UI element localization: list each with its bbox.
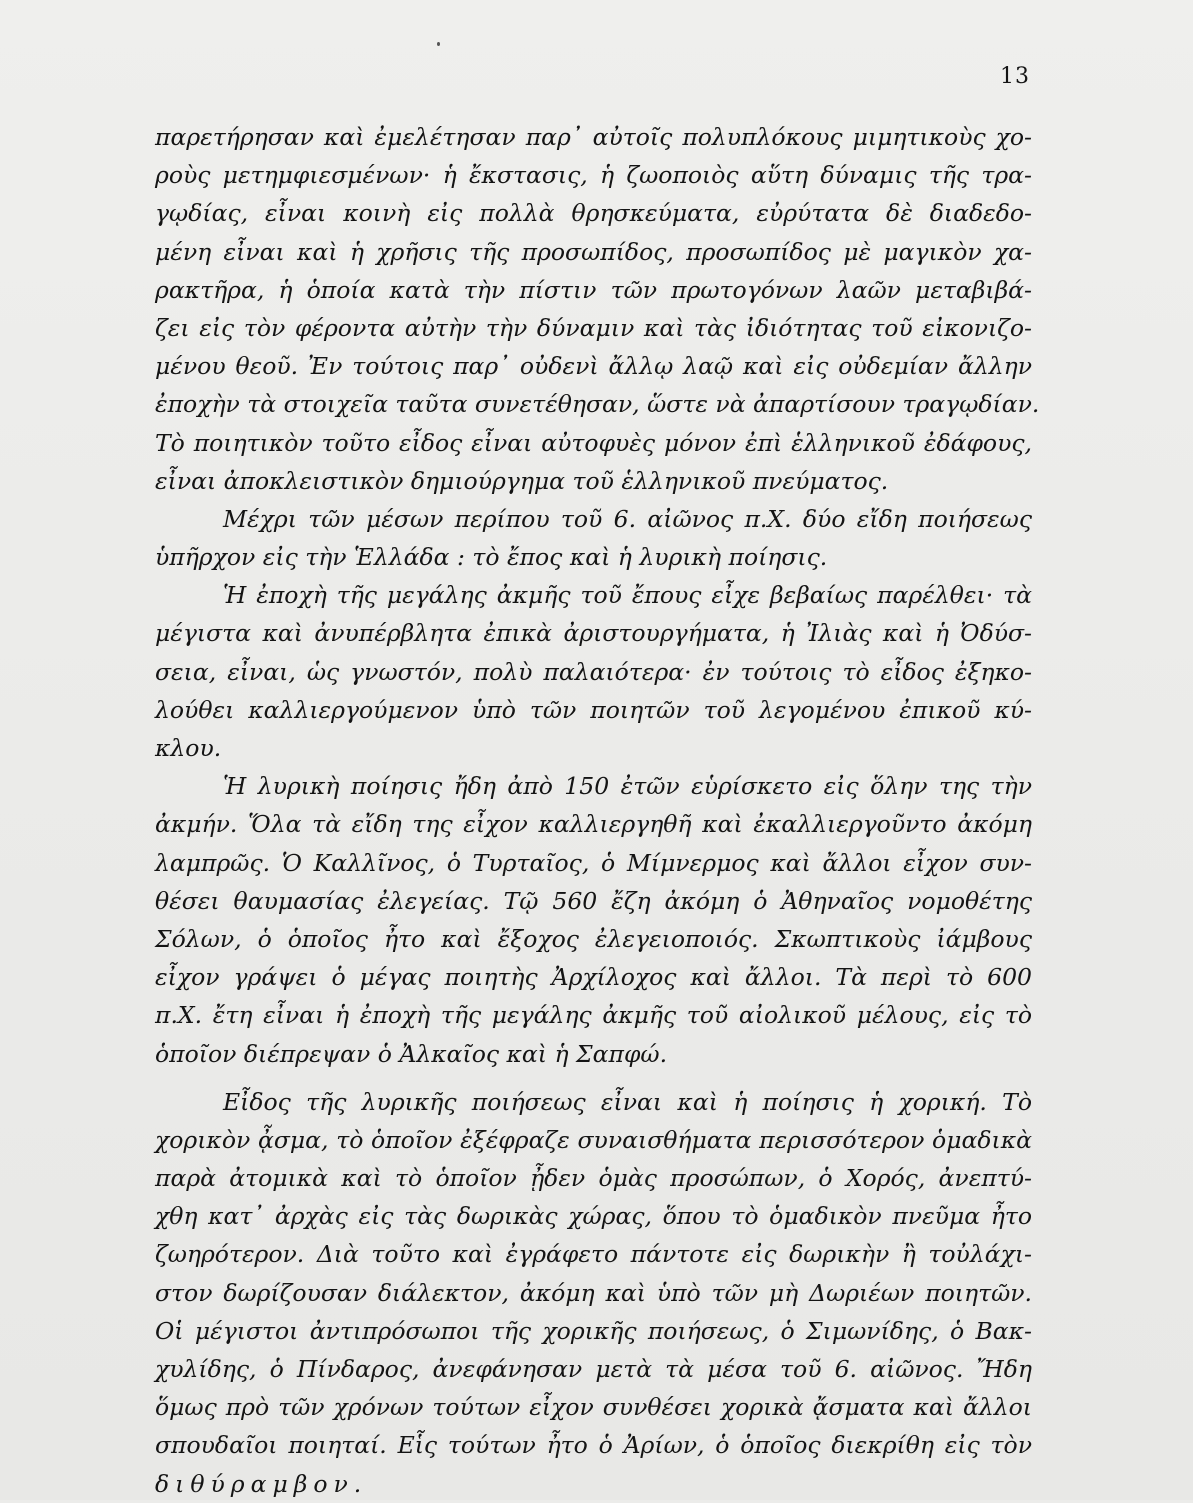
text-line: λούθει καλλιεργούμενον ὑπὸ τῶν ποιητῶν τοῦ λεγομένου ἐπικοῦ κύ- bbox=[155, 695, 1032, 724]
paragraph-gap bbox=[155, 1073, 1032, 1083]
text-line: ζωηρότερον. Διὰ τοῦτο καὶ ἐγράφετο πάντοτε εἰς δωρικὴν ἢ τοὐλάχι- bbox=[155, 1240, 1032, 1269]
text-line: Ἡ λυρικὴ ποίησις ἤδη ἀπὸ 150 ἐτῶν εὑρίσκετο εἰς ὅλην της τὴν bbox=[223, 772, 1032, 801]
text-line: διθύραμβον. bbox=[155, 1469, 368, 1498]
text-line: γῳδίας, εἶναι κοινὴ εἰς πολλὰ θρησκεύματα, εὐρύτατα δὲ διαδεδο- bbox=[155, 199, 1032, 228]
text-line: ὑπῆρχον εἰς τὴν Ἑλλάδα : τὸ ἔπος καὶ ἡ λυρικὴ ποίησις. bbox=[155, 543, 828, 572]
text-line: π.Χ. ἔτη εἶναι ἡ ἐποχὴ τῆς μεγάλης ἀκμῆς τοῦ αἰολικοῦ μέλους, εἰς τὸ bbox=[155, 1001, 1032, 1030]
text-line: κλου. bbox=[155, 734, 222, 762]
text-line: Ἡ ἐποχὴ τῆς μεγάλης ἀκμῆς τοῦ ἔπους εἶχε βεβαίως παρέλθει· τὰ bbox=[223, 581, 1032, 610]
text-line: ὁποῖον διέπρεψαν ὁ Ἀλκαῖος καὶ ἡ Σαπφώ. bbox=[155, 1039, 668, 1068]
text-line: ρακτῆρα, ἡ ὁποία κατὰ τὴν πίστιν τῶν πρωτογόνων λαῶν μεταβιβά- bbox=[155, 275, 1032, 304]
text-line: εἶχον γράψει ὁ μέγας ποιητὴς Ἀρχίλοχος καὶ ἄλλοι. Τὰ περὶ τὸ 600 bbox=[155, 963, 1032, 992]
text-line: ροὺς μετημφιεσμένων· ἡ ἔκστασις, ἡ ζωοποιὸς αὕτη δύναμις τῆς τρα- bbox=[155, 161, 1032, 190]
text-line: Οἱ μέγιστοι ἀντιπρόσωποι τῆς χορικῆς ποιήσεως, ὁ Σιμωνίδης, ὁ Βακ- bbox=[155, 1316, 1032, 1345]
text-line: χυλίδης, ὁ Πίνδαρος, ἀνεφάνησαν μετὰ τὰ μέσα τοῦ 6. αἰῶνος. Ἤδη bbox=[155, 1355, 1032, 1383]
text-line: παρετήρησαν καὶ ἐμελέτησαν παρ᾿ αὐτοῖς πολυπλόκους μιμητικοὺς χο- bbox=[155, 123, 1032, 151]
body-text bbox=[155, 118, 1040, 1503]
text-line: Εἶδος τῆς λυρικῆς ποιήσεως εἶναι καὶ ἡ ποίησις ἡ χορική. Τὸ bbox=[223, 1087, 1032, 1116]
text-line: ἀκμήν. Ὅλα τὰ εἴδη της εἶχον καλλιεργηθῆ καὶ ἐκαλλιεργοῦντο ἀκόμη bbox=[155, 810, 1032, 839]
text-line: Σόλων, ὁ ὁποῖος ἦτο καὶ ἔξοχος ἐλεγειοποιός. Σκωπτικοὺς ἰάμβους bbox=[155, 924, 1032, 953]
text-line: χορικὸν ᾆσμα, τὸ ὁποῖον ἐξέφραζε συναισθήματα περισσότερον ὁμαδικὰ bbox=[155, 1125, 1032, 1154]
text-line: στον δωρίζουσαν διάλεκτον, ἀκόμη καὶ ὑπὸ τῶν μὴ Δωριέων ποιητῶν. bbox=[155, 1278, 1032, 1307]
text-line: μένου θεοῦ. Ἐν τούτοις παρ᾿ οὐδενὶ ἄλλῳ λαῷ καὶ εἰς οὐδεμίαν ἄλλην bbox=[155, 352, 1032, 381]
text-line: χθη κατ᾿ ἀρχὰς εἰς τὰς δωρικὰς χώρας, ὅπου τὸ ὁμαδικὸν πνεῦμα ἦτο bbox=[155, 1202, 1032, 1231]
text-line: σπουδαῖοι ποιηταί. Εἷς τούτων ἦτο ὁ Ἀρίων, ὁ ὁποῖος διεκρίθη εἰς τὸν bbox=[155, 1431, 1032, 1460]
text-line: ἐποχὴν τὰ στοιχεῖα ταῦτα συνετέθησαν, ὥστε νὰ ἀπαρτίσουν τραγῳδίαν. bbox=[155, 390, 1040, 419]
text-line: λαμπρῶς. Ὁ Καλλῖνος, ὁ Τυρταῖος, ὁ Μίμνερμος καὶ ἄλλοι εἶχον συν- bbox=[155, 848, 1032, 877]
text-line: εἶναι ἀποκλειστικὸν δημιούργημα τοῦ ἑλληνικοῦ πνεύματος. bbox=[155, 466, 889, 495]
page-number: 13 bbox=[1000, 64, 1030, 89]
text-line: μέγιστα καὶ ἀνυπέρβλητα ἐπικὰ ἀριστουργήματα, ἡ Ἰλιὰς καὶ ἡ Ὀδύσ- bbox=[155, 619, 1032, 648]
text-line: μένη εἶναι καὶ ἡ χρῆσις τῆς προσωπίδος, προσωπίδος μὲ μαγικὸν χα- bbox=[155, 237, 1032, 266]
text-line: θέσει θαυμασίας ἐλεγείας. Τῷ 560 ἔζη ἀκόμη ὁ Ἀθηναῖος νομοθέτης bbox=[155, 886, 1032, 915]
scan-speck bbox=[437, 42, 440, 46]
text-line: ὅμως πρὸ τῶν χρόνων τούτων εἶχον συνθέσει χορικὰ ᾄσματα καὶ ἄλλοι bbox=[155, 1393, 1032, 1422]
text-line: σεια, εἶναι, ὡς γνωστόν, πολὺ παλαιότερα· ἐν τούτοις τὸ εἶδος ἐξηκο- bbox=[155, 657, 1032, 686]
text-line: Μέχρι τῶν μέσων περίπου τοῦ 6. αἰῶνος π.Χ. δύο εἴδη ποιήσεως bbox=[223, 504, 1032, 533]
text-line: ζει εἰς τὸν φέροντα αὐτὴν τὴν δύναμιν καὶ τὰς ἰδιότητας τοῦ εἰκονιζο- bbox=[155, 313, 1032, 342]
text-line: Τὸ ποιητικὸν τοῦτο εἶδος εἶναι αὐτοφυὲς μόνον ἐπὶ ἑλληνικοῦ ἐδάφους, bbox=[155, 428, 1032, 457]
text-line: παρὰ ἀτομικὰ καὶ τὸ ὁποῖον ᾖδεν ὁμὰς προσώπων, ὁ Χορός, ἀνεπτύ- bbox=[155, 1164, 1032, 1193]
